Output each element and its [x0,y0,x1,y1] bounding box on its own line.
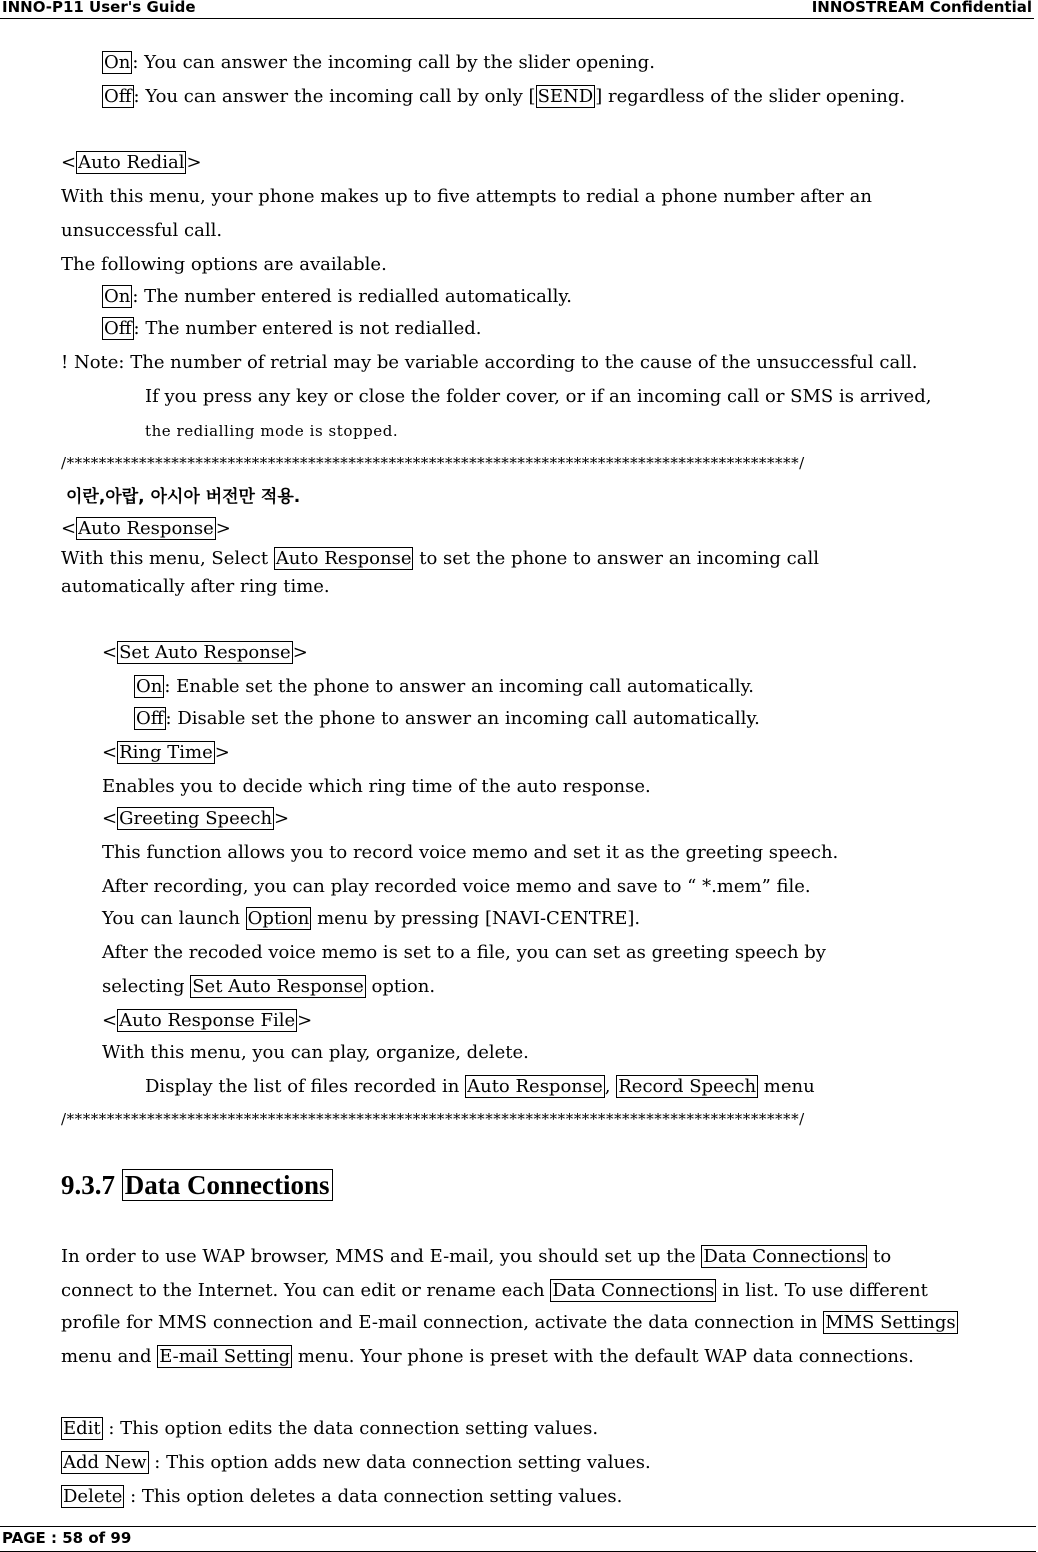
text-line [102,976,435,998]
separator-line [61,452,805,474]
text-run: With this menu, you can play, organize, delete. [102,1042,529,1063]
text-line [102,876,811,898]
text-run: > [215,518,231,539]
text-run: , [604,1076,617,1097]
text-run: /*******************************************************************************************/ [61,454,805,472]
text-run: : Enable set the phone to answer an incoming call automatically. [164,676,754,697]
text-run: : This option edits the data connection setting values. [102,1418,599,1439]
text-run: After the recoded voice memo is set to a file, you can set as greeting speech by [102,942,826,963]
text-line [61,518,231,540]
text-run: : Disable set the phone to answer an incoming call automatically. [165,708,760,729]
text-run: The following options are available. [61,254,387,275]
boxed-term: Auto Redial [78,152,185,173]
text-line [61,254,387,276]
text-line [102,52,655,74]
text-run: > [186,152,202,173]
text-line [102,742,230,764]
text-run: to [867,1246,892,1267]
boxed-term: Auto Response File [119,1010,296,1031]
section-number: 9.3.7 [61,1170,115,1200]
boxed-term: Edit [63,1418,101,1439]
boxed-term: Auto Response [78,518,214,539]
text-run: < [102,742,118,763]
text-line [134,708,760,730]
boxed-term: E-mail Setting [159,1346,291,1367]
text-line [61,576,330,598]
text-line [134,676,754,698]
text-run: profile for MMS connection and E-mail connection, activate the data connection in [61,1312,824,1333]
boxed-term: Set Auto Response [192,976,364,997]
note-line [145,420,398,442]
text-run: menu by pressing [NAVI-CENTRE]. [311,908,641,929]
text-run: automatically after ring time. [61,576,330,597]
boxed-term: Record Speech [618,1076,757,1097]
text-line [102,1010,312,1032]
boxed-term: Data Connections [552,1280,715,1301]
boxed-term: Off [136,708,164,729]
header-confidential: INNOSTREAM Confidential [811,0,1032,16]
text-run: : The number entered is not redialled. [133,318,482,339]
text-run: > [214,742,230,763]
text-run: With this menu, your phone makes up to five attempts to redial a phone number after an [61,186,872,207]
text-line [102,318,481,340]
text-run: menu [758,1076,815,1097]
text-line [61,186,872,208]
text-run: ] regardless of the slider opening. [595,86,906,107]
boxed-term: Data Connections [703,1246,866,1267]
region-note [66,486,300,508]
section-title: Data Connections [122,1169,333,1201]
text-line [61,1280,928,1302]
page-number: PAGE : 58 of 99 [2,1529,132,1547]
text-line [61,152,202,174]
text-line [61,220,222,242]
boxed-term: Greeting Speech [119,808,273,829]
text-run: This function allows you to record voice memo and set it as the greeting speech. [102,842,839,863]
text-run: : This option adds new data connection setting values. [148,1452,651,1473]
text-line [102,908,640,930]
separator-line [61,1108,805,1130]
text-run: selecting [102,976,191,997]
header-doc-title: INNO-P11 User's Guide [2,0,196,16]
text-run: in list. To use different [716,1280,928,1301]
note-line [145,386,931,408]
text-run: menu. Your phone is preset with the default WAP data connections. [292,1346,914,1367]
section-heading [61,1168,333,1202]
text-run: < [102,808,118,829]
text-run: ! Note: The number of retrial may be variable according to the cause of the unsuccessful call. [61,352,918,373]
text-run: You can launch [102,908,246,929]
text-run: : You can answer the incoming call by the slider opening. [132,52,655,73]
text-run: unsuccessful call. [61,220,223,241]
text-line [145,1076,815,1098]
text-line [61,1246,891,1268]
text-run: : This option deletes a data connection setting values. [124,1486,623,1507]
boxed-term: Delete [63,1486,123,1507]
boxed-term: SEND [537,86,594,107]
boxed-term: On [136,676,163,697]
text-run: : The number entered is redialled automatically. [132,286,572,307]
boxed-term: Set Auto Response [119,642,291,663]
boxed-term: Off [104,318,132,339]
boxed-term: Auto Response [467,1076,603,1097]
boxed-term: Add New [63,1452,147,1473]
text-run: : You can answer the incoming call by only [ [133,86,536,107]
text-run: With this menu, Select [61,548,274,569]
text-run: /*******************************************************************************************/ [61,1110,805,1128]
text-line [102,642,308,664]
text-line [102,86,905,108]
text-line [61,1452,651,1474]
text-run: > [292,642,308,663]
boxed-term: On [104,286,131,307]
text-run: In order to use WAP browser, MMS and E-mail, you should set up the [61,1246,702,1267]
page-header [0,0,1034,19]
text-run: option. [365,976,436,997]
text-run: < [61,152,77,173]
text-run: Display the list of files recorded in [145,1076,466,1097]
text-line [102,1042,529,1064]
page-footer [0,1526,1036,1552]
text-line [102,808,289,830]
text-run: > [297,1010,313,1031]
text-run: connect to the Internet. You can edit or rename each [61,1280,551,1301]
text-line [61,548,819,570]
boxed-term: On [104,52,131,73]
text-run: < [61,518,77,539]
note-line [61,352,917,374]
boxed-term: Ring Time [119,742,213,763]
text-run: > [274,808,290,829]
text-run: to set the phone to answer an incoming call [413,548,820,569]
text-line [102,286,572,308]
text-run: After recording, you can play recorded voice memo and save to “ *.mem” file. [102,876,811,897]
text-line [102,842,838,864]
text-run: menu and [61,1346,158,1367]
text-line [61,1486,622,1508]
text-run: < [102,642,118,663]
text-run: If you press any key or close the folder cover, or if an incoming call or SMS is arrived, [145,386,932,407]
text-line [61,1418,598,1440]
boxed-term: Auto Response [275,548,412,569]
boxed-term: MMS Settings [825,1312,956,1333]
boxed-term: Option [247,908,310,929]
text-run: the redialling mode is stopped. [145,422,399,440]
text-run: < [102,1010,118,1031]
text-line [102,776,651,798]
text-line [102,942,826,964]
text-run: Enables you to decide which ring time of the auto response. [102,776,651,797]
text-line [61,1346,914,1368]
boxed-term: Off [104,86,132,107]
text-run: 이란,아랍, 아시아 버전만 적용. [66,487,301,507]
text-line [61,1312,958,1334]
